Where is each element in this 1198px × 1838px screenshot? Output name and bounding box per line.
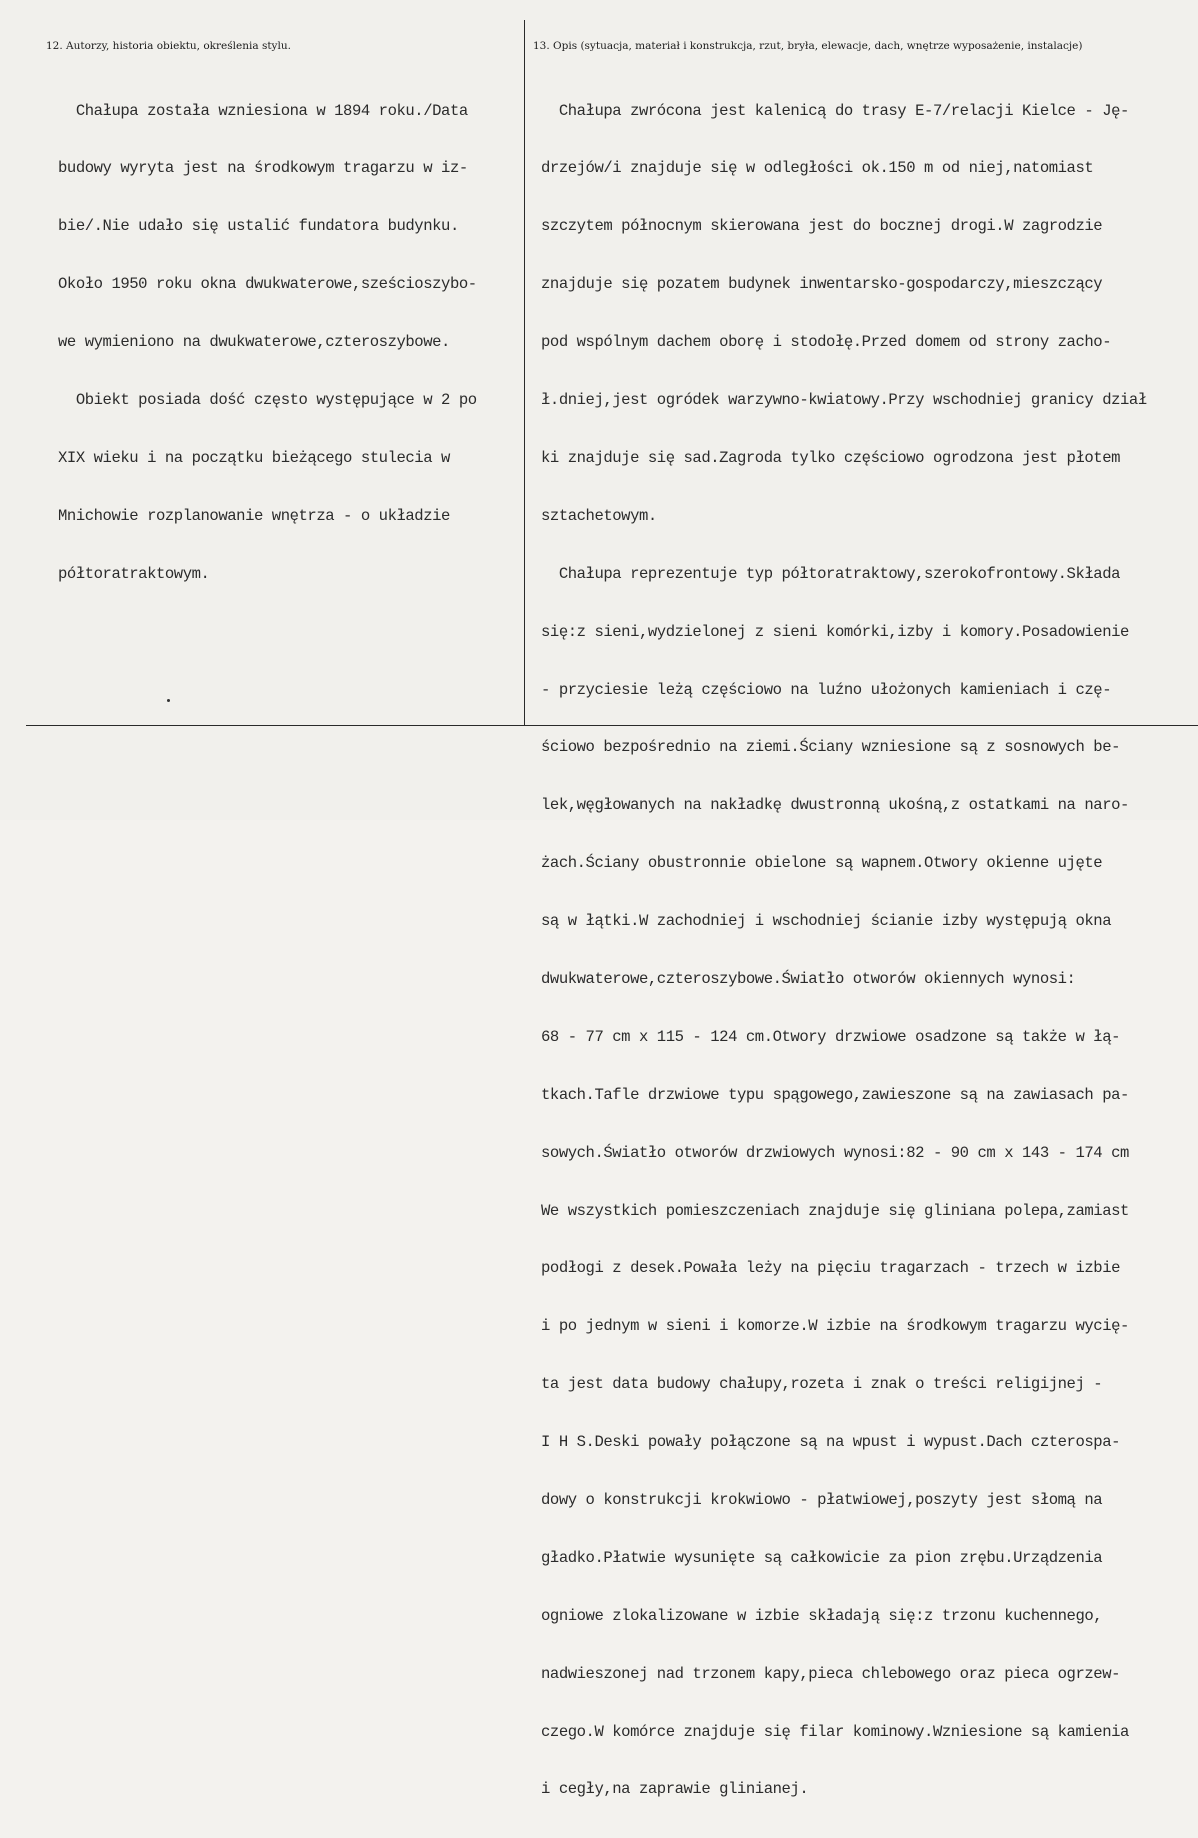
text-line: znajduje się pozatem budynek inwentarsko-gospodarczy,mieszczący bbox=[541, 275, 1103, 294]
text-line: we wymieniono na dwukwaterowe,czteroszybowe. bbox=[58, 333, 450, 352]
text-line: Około 1950 roku okna dwukwaterowe,sześcioszybo- bbox=[58, 275, 477, 294]
text-line: dowy o konstrukcji krokwiowo - płatwiowej,poszyty jest słomą na bbox=[541, 1490, 1103, 1509]
text-line: tkach.Tafle drzwiowe typu spągowego,zawieszone są na zawiasach pa- bbox=[541, 1085, 1129, 1104]
text-line: Chałupa zwrócona jest kalenicą do trasy E-7/relacji Kielce - Ję- bbox=[541, 101, 1129, 120]
section-13-heading: 13. Opis (sytuacja, materiał i konstrukcja, rzut, bryła, elewacje, dach, wnętrze wyposażenie, instalacje) bbox=[533, 40, 1083, 52]
text-line: półtoratraktowym. bbox=[58, 564, 210, 583]
text-line: podłogi z desek.Powała leży na pięciu tragarzach - trzech w izbie bbox=[541, 1259, 1121, 1278]
text-line: Chałupa została wzniesiona w 1894 roku./Data bbox=[58, 101, 468, 120]
text-line: sowych.Światło otworów drzwiowych wynosi:82 - 90 cm x 143 - 174 cm bbox=[541, 1143, 1129, 1162]
text-line: czego.W komórce znajduje się filar kominowy.Wzniesione są kamienia bbox=[541, 1722, 1129, 1741]
ink-dot bbox=[167, 699, 170, 702]
text-line: sztachetowym. bbox=[541, 506, 657, 525]
text-line: dwukwaterowe,czteroszybowe.Światło otworów okiennych wynosi: bbox=[541, 969, 1076, 988]
text-line: i po jednym w sieni i komorze.W izbie na środkowym tragarzu wycię- bbox=[541, 1317, 1129, 1336]
text-line: drzejów/i znajduje się w odległości ok.150 m od niej,natomiast bbox=[541, 159, 1094, 178]
text-line: nadwieszonej nad trzonem kapy,pieca chlebowego oraz pieca ogrzew- bbox=[541, 1664, 1121, 1683]
text-line: I H S.Deski powały połączone są na wpust i wypust.Dach czterospa- bbox=[541, 1433, 1121, 1452]
text-line: lek,węgłowanych na nakładkę dwustronną ukośną,z ostatkami na naro- bbox=[541, 796, 1129, 815]
text-line: ściowo bezpośrednio na ziemi.Ściany wzniesione są z sosnowych be- bbox=[541, 738, 1121, 757]
text-line: 68 - 77 cm x 115 - 124 cm.Otwory drzwiowe osadzone są także w łą- bbox=[541, 1027, 1121, 1046]
text-line: ki znajduje się sad.Zagroda tylko częściowo ogrodzona jest płotem bbox=[541, 448, 1121, 467]
section-13-text bbox=[541, 63, 1147, 1838]
text-line: się:z sieni,wydzielonej z sieni komórki,izby i komory.Posadowienie bbox=[541, 622, 1129, 641]
text-line: i cegły,na zaprawie glinianej. bbox=[541, 1780, 809, 1799]
text-line: XIX wieku i na początku bieżącego stulecia w bbox=[58, 448, 450, 467]
text-line: szczytem północnym skierowana jest do bocznej drogi.W zagrodzie bbox=[541, 217, 1103, 236]
text-line: żach.Ściany obustronnie obielone są wapnem.Otwory okienne ujęte bbox=[541, 854, 1103, 873]
text-line: pod wspólnym dachem oborę i stodołę.Przed domem od strony zacho- bbox=[541, 333, 1112, 352]
text-line: ł.dniej,jest ogródek warzywno-kwiatowy.Przy wschodniej granicy dział bbox=[541, 391, 1147, 410]
text-line: Chałupa reprezentuje typ półtoratraktowy,szerokofrontowy.Składa bbox=[541, 564, 1121, 583]
text-line: są w łątki.W zachodniej i wschodniej ścianie izby występują okna bbox=[541, 912, 1112, 931]
text-line: ta jest data budowy chałupy,rozeta i znak o treści religijnej - bbox=[541, 1375, 1103, 1394]
text-line: - przyciesie leżą częściowo na luźno ułożonych kamieniach i czę- bbox=[541, 680, 1112, 699]
section-12-text bbox=[58, 63, 477, 623]
text-line: gładko.Płatwie wysunięte są całkowicie za pion zrębu.Urządzenia bbox=[541, 1548, 1103, 1567]
text-line: Obiekt posiada dość często występujące w 2 po bbox=[58, 391, 477, 410]
text-line: Mnichowie rozplanowanie wnętrza - o układzie bbox=[58, 506, 450, 525]
section-12-heading: 12. Autorzy, historia obiektu, określenia stylu. bbox=[46, 40, 291, 52]
column-divider bbox=[524, 20, 525, 725]
text-line: budowy wyryta jest na środkowym tragarzu w iz- bbox=[58, 159, 468, 178]
text-line: bie/.Nie udało się ustalić fundatora budynku. bbox=[58, 217, 459, 236]
text-line: ogniowe zlokalizowane w izbie składają się:z trzonu kuchennego, bbox=[541, 1606, 1103, 1625]
text-line: We wszystkich pomieszczeniach znajduje się gliniana polepa,zamiast bbox=[541, 1201, 1129, 1220]
